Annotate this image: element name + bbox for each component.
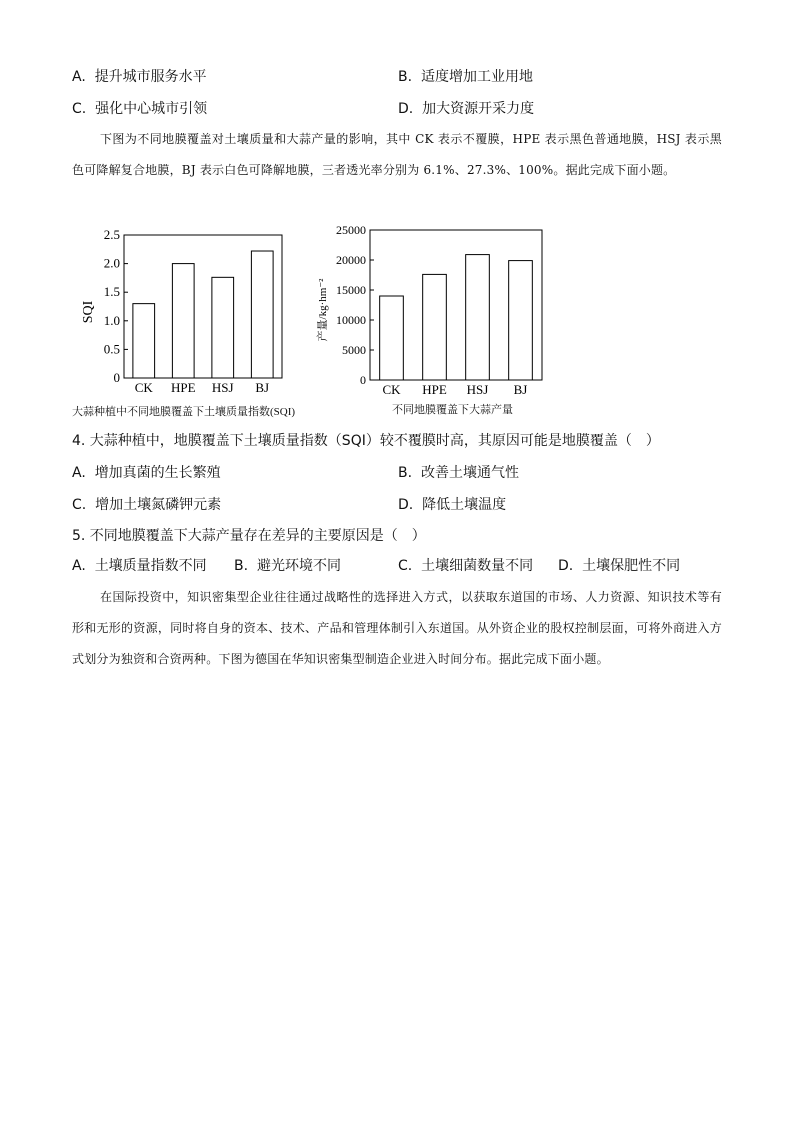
q4-option-d: D. 降低土壤温度 [398, 497, 507, 513]
q4-option-b: B. 改善土壤通气性 [398, 465, 519, 481]
intro-paragraph-2: 在国际投资中，知识密集型企业往往通过战略性的选择进入方式，以获取东道国的市场、人力资源、知识技术等有形和无形的资源，同时将自身的资本、技术、产品和管理体制引入东道国。从外资企业的股权控制层面，可将外商进入方式划分为独资和合资两种。下图为德国在华知识密集型制造企业进入时间分布。据此完成下面小题。 [72, 590, 722, 666]
sqi-xtick-label: BJ [255, 380, 270, 395]
yield-chart-title: 不同地膜覆盖下大蒜产量 [392, 404, 513, 416]
q5-option-b: B. 避光环境不同 [234, 558, 341, 574]
q3-option-b: B. 适度增加工业用地 [398, 69, 533, 85]
q4-option-a: A. 增加真菌的生长繁殖 [72, 465, 221, 481]
sqi-ylabel: SQI [81, 300, 96, 324]
q5-option-d: D. 土壤保肥性不同 [558, 558, 681, 574]
sqi-ytick-label: 0.5 [103, 341, 120, 357]
sqi-bar-hpe [172, 264, 194, 378]
yield-ytick-label: 15000 [336, 283, 366, 297]
sqi-bar-ck [133, 304, 155, 378]
sqi-ytick-label: 2.5 [103, 227, 120, 242]
yield-ytick-label: 25000 [336, 223, 366, 237]
yield-ytick-label: 5000 [342, 343, 366, 357]
yield-ytick-label: 10000 [336, 313, 366, 327]
yield-xtick-label: BJ [513, 382, 528, 397]
q3-option-a: A. 提升城市服务水平 [72, 69, 207, 85]
yield-bar-bj [509, 261, 533, 380]
q3-option-d: D. 加大资源开采力度 [398, 101, 535, 117]
sqi-chart-title: 大蒜种植中不同地膜覆盖下土壤质量指数(SQI) [72, 406, 296, 418]
q5-option-c: C. 土壤细菌数量不同 [398, 558, 534, 574]
yield-xtick-label: HPE [422, 382, 447, 397]
sqi-xtick-label: CK [134, 380, 153, 395]
q4-option-c: C. 增加土壤氮磷钾元素 [72, 497, 222, 513]
sqi-bar-hsj [212, 277, 234, 378]
sqi-ytick-label: 2.0 [103, 255, 120, 271]
yield-ytick-label: 0 [360, 373, 366, 387]
q4-stem: 4. 大蒜种植中，地膜覆盖下土壤质量指数（SQI）较不覆膜时高，其原因可能是地膜覆盖（ ） [72, 433, 660, 449]
sqi-ytick-label: 0 [113, 370, 120, 385]
yield-xtick-label: HSJ [466, 382, 489, 397]
q5-option-a: A. 土壤质量指数不同 [72, 558, 207, 574]
yield-ytick-label: 20000 [336, 253, 366, 267]
yield-chart [310, 220, 550, 398]
sqi-ytick-label: 1.5 [103, 284, 120, 300]
q3-option-c: C. 强化中心城市引领 [72, 101, 208, 117]
yield-xtick-label: CK [382, 382, 401, 397]
yield-bar-hpe [423, 274, 447, 380]
yield-bar-hsj [466, 255, 490, 380]
sqi-ytick-label: 1.0 [103, 312, 120, 328]
intro-paragraph-1: 下图为不同地膜覆盖对土壤质量和大蒜产量的影响，其中 CK 表示不覆膜，HPE 表示黑色普通地膜，HSJ 表示黑色可降解复合地膜，BJ 表示白色可降解地膜，三者透光率分别为 6.1%、27.3%、100%。据此完成下面小题。 [72, 132, 722, 177]
yield-ylabel: 产量/kg·hm⁻² [317, 278, 329, 342]
sqi-bar-bj [251, 251, 273, 378]
sqi-xtick-label: HPE [170, 380, 196, 395]
yield-bar-ck [380, 296, 404, 380]
q5-stem: 5. 不同地膜覆盖下大蒜产量存在差异的主要原因是（ ） [72, 528, 426, 544]
sqi-chart [72, 222, 292, 397]
sqi-xtick-label: HSJ [211, 380, 234, 395]
